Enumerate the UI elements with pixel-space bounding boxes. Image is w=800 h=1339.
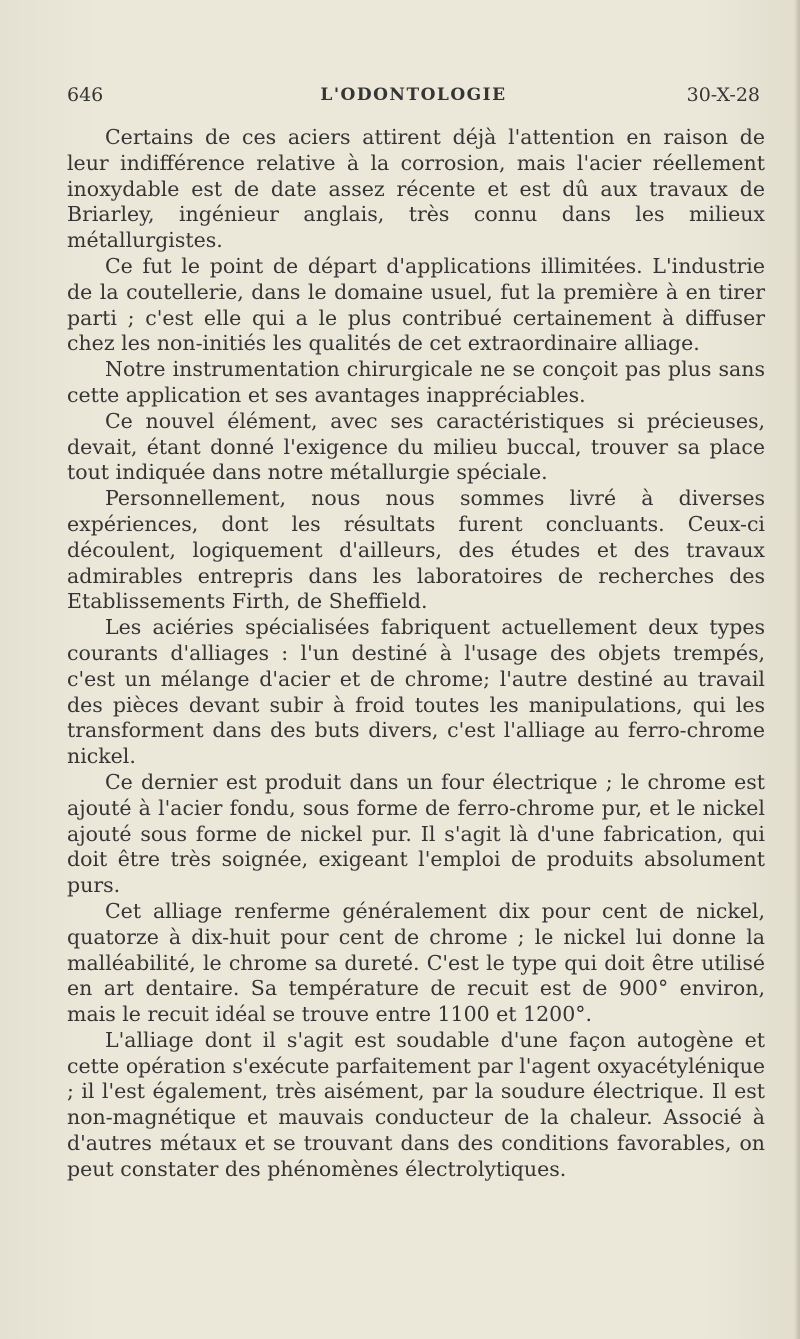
article-body	[67, 125, 765, 1183]
paragraph: Notre instrumentation chirurgicale ne se conçoit pas plus sans cette application et ses avantages inappréciables.	[67, 357, 765, 407]
paragraph: Ce dernier est produit dans un four électrique ; le chrome est ajouté à l'acier fondu, sous forme de ferro-chrome pur, et le nickel ajouté sous forme de nickel pur. Il s'agit là d'une fabrication, qui doit être très soignée, exigeant l'emploi de produits absolument purs.	[67, 769, 765, 898]
journal-title: L'ODONTOLOGIE	[320, 85, 507, 105]
paragraph: Certains de ces aciers attirent déjà l'attention en raison de leur indifférence relative à la corrosion, mais l'acier réellement inoxydable est de date assez récente et est dû aux travaux de Briarley, ingénieur anglais, très connu dans les milieux métallurgistes.	[67, 125, 765, 253]
paragraph: Les aciéries spécialisées fabriquent actuellement deux types courants d'alliages : l'un destiné à l'usage des objets trempés, c'est un mélange d'acier et de chrome; l'autre destiné au travail des pièces devant subir à froid toutes les manipulations, qui les transforment dans des buts divers, c'est l'alliage au ferro-chrome nickel.	[67, 615, 765, 769]
page-number: 646	[67, 84, 104, 106]
paragraph: Ce fut le point de départ d'applications illimitées. L'industrie de la coutellerie, dans le domaine usuel, fut la première à en tirer parti ; c'est elle qui a le plus contribué certainement à diffuser chez les non-initiés les qualités de cet extraordinaire alliage.	[67, 253, 765, 356]
paragraph: Ce nouvel élément, avec ses caractéristiques si précieuses, devait, étant donné l'exigence du milieu buccal, trouver sa place tout indiquée dans notre métallurgie spéciale.	[67, 408, 765, 485]
page-edge-shadow	[794, 0, 800, 1339]
paragraph: Cet alliage renferme généralement dix pour cent de nickel, quatorze à dix-huit pour cent de chrome ; le nickel lui donne la malléabilité, le chrome sa dureté. C'est le type qui doit être utilisé en art dentaire. Sa température de recuit est de 900° environ, mais le recuit idéal se trouve entre 1100 et 1200°.	[67, 898, 765, 1027]
paragraph: L'alliage dont il s'agit est soudable d'une façon autogène et cette opération s'exécute parfaitement par l'agent oxyacétylénique ; il l'est également, très aisément, par la soudure électrique. Il est non-magnétique et mauvais conducteur de la chaleur. Associé à d'autres métaux et se trouvant dans des conditions favorables, on peut constater des phénomènes électrolytiques.	[67, 1027, 765, 1181]
issue-date: 30-X-28	[686, 84, 760, 106]
paragraph: Personnellement, nous nous sommes livré à diverses expériences, dont les résultats furent concluants. Ceux-ci découlent, logiquement d'ailleurs, des études et des travaux admirables entrepris dans les laboratoires de recherches des Etablissements Firth, de Sheffield.	[67, 486, 765, 614]
running-header	[67, 84, 760, 114]
